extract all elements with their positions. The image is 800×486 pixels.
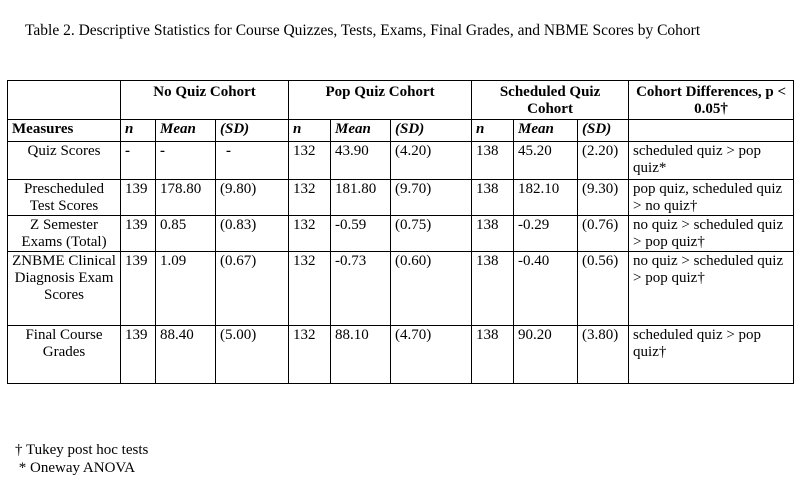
cell-value: (9.30)	[578, 180, 629, 216]
measure-label: Final Course Grades	[8, 326, 121, 384]
cell-value: (2.20)	[578, 142, 629, 180]
cell-value: 138	[472, 142, 514, 180]
measures-header: Measures	[8, 120, 121, 142]
cell-value: -0.73	[331, 252, 391, 326]
cell-value: (9.80)	[216, 180, 289, 216]
group-header-row	[8, 81, 794, 120]
cell-value: -	[216, 142, 289, 180]
cell-value: 182.10	[514, 180, 578, 216]
cell-value: 138	[472, 252, 514, 326]
cell-value: 132	[289, 252, 331, 326]
blank-subheader-cell	[629, 120, 794, 142]
cell-value: 132	[289, 326, 331, 384]
blank-header-cell	[8, 81, 121, 120]
cell-value: 139	[121, 180, 156, 216]
cell-value: 139	[121, 216, 156, 252]
difference-cell: no quiz > scheduled quiz > pop quiz†	[629, 216, 794, 252]
cell-value: 0.85	[156, 216, 216, 252]
cell-value: -	[156, 142, 216, 180]
cell-value: 138	[472, 326, 514, 384]
descriptive-statistics-table	[7, 80, 794, 384]
cell-value: 88.40	[156, 326, 216, 384]
measure-label: Quiz Scores	[8, 142, 121, 180]
sub-header-row	[8, 120, 794, 142]
measure-label: Prescheduled Test Scores	[8, 180, 121, 216]
table-row	[8, 216, 794, 252]
cell-value: -0.40	[514, 252, 578, 326]
scheduled-quiz-cohort-header: Scheduled Quiz Cohort	[472, 81, 629, 120]
table-row	[8, 326, 794, 384]
sd-header: (SD)	[391, 120, 472, 142]
cell-value: -0.29	[514, 216, 578, 252]
cell-value: (0.67)	[216, 252, 289, 326]
cell-value: (0.60)	[391, 252, 472, 326]
mean-header: Mean	[331, 120, 391, 142]
cell-value: 181.80	[331, 180, 391, 216]
cohort-differences-header: Cohort Differences, p < 0.05†	[629, 81, 794, 120]
measure-label: Z Semester Exams (Total)	[8, 216, 121, 252]
cell-value: (0.56)	[578, 252, 629, 326]
table-row	[8, 252, 794, 326]
footnote-tukey: † Tukey post hoc tests	[15, 442, 149, 458]
cell-value: 138	[472, 216, 514, 252]
difference-cell: no quiz > scheduled quiz > pop quiz†	[629, 252, 794, 326]
n-header: n	[289, 120, 331, 142]
cell-value: 138	[472, 180, 514, 216]
sd-header: (SD)	[578, 120, 629, 142]
cell-value: 1.09	[156, 252, 216, 326]
cell-value: (4.20)	[391, 142, 472, 180]
footnote-anova: * Oneway ANOVA	[15, 460, 136, 476]
no-quiz-cohort-header: No Quiz Cohort	[121, 81, 289, 120]
table-caption: Table 2. Descriptive Statistics for Course Quizzes, Tests, Exams, Final Grades, and NBME Scores by Cohort	[25, 22, 701, 39]
sd-header: (SD)	[216, 120, 289, 142]
difference-cell: scheduled quiz > pop quiz*	[629, 142, 794, 180]
cell-value: (0.75)	[391, 216, 472, 252]
cell-value: 43.90	[331, 142, 391, 180]
cell-value: (4.70)	[391, 326, 472, 384]
mean-header: Mean	[156, 120, 216, 142]
cell-value: (3.80)	[578, 326, 629, 384]
cell-value: -	[121, 142, 156, 180]
difference-cell: pop quiz, scheduled quiz > no quiz†	[629, 180, 794, 216]
n-header: n	[472, 120, 514, 142]
cell-value: 132	[289, 142, 331, 180]
measure-label: ZNBME Clinical Diagnosis Exam Scores	[8, 252, 121, 326]
table-row	[8, 180, 794, 216]
cell-value: 178.80	[156, 180, 216, 216]
cell-value: 45.20	[514, 142, 578, 180]
cell-value: 139	[121, 252, 156, 326]
cell-value: (9.70)	[391, 180, 472, 216]
pop-quiz-cohort-header: Pop Quiz Cohort	[289, 81, 472, 120]
difference-cell: scheduled quiz > pop quiz†	[629, 326, 794, 384]
cell-value: 132	[289, 216, 331, 252]
cell-value: 90.20	[514, 326, 578, 384]
cell-value: -0.59	[331, 216, 391, 252]
cell-value: 139	[121, 326, 156, 384]
table-row	[8, 142, 794, 180]
n-header: n	[121, 120, 156, 142]
cell-value: 88.10	[331, 326, 391, 384]
cell-value: 132	[289, 180, 331, 216]
cell-value: (0.76)	[578, 216, 629, 252]
footnotes	[15, 441, 148, 477]
cell-value: (5.00)	[216, 326, 289, 384]
cell-value: (0.83)	[216, 216, 289, 252]
mean-header: Mean	[514, 120, 578, 142]
